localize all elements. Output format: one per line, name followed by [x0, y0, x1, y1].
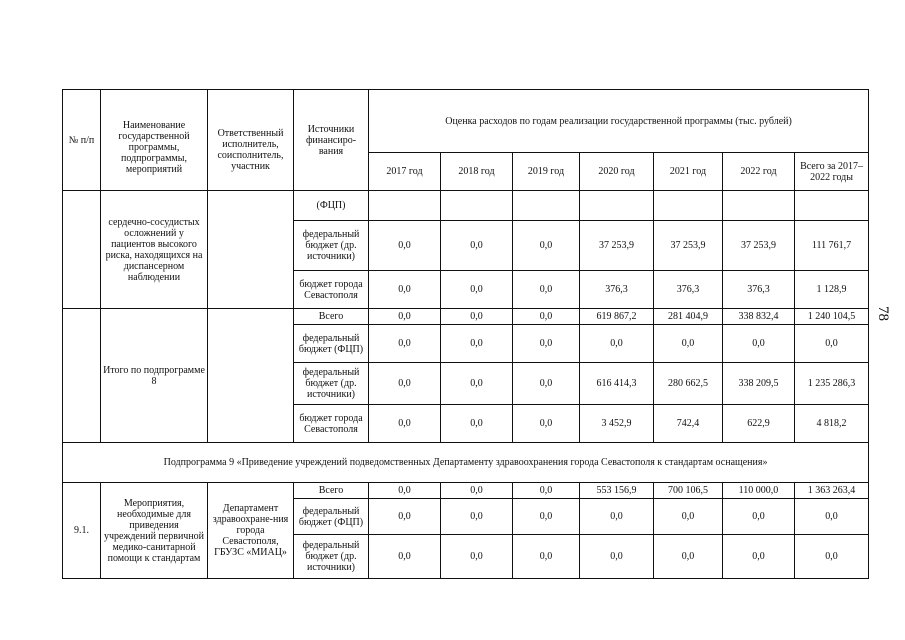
- value-cell: 0,0: [369, 221, 441, 271]
- source-cell: бюджет города Севастополя: [294, 405, 369, 443]
- value-cell: 280 662,5: [654, 363, 723, 405]
- value-cell: 0,0: [369, 499, 441, 535]
- value-cell: 0,0: [369, 363, 441, 405]
- value-cell: 553 156,9: [580, 483, 654, 499]
- table-row: [63, 191, 869, 221]
- value-cell: 0,0: [369, 405, 441, 443]
- value-cell: 0,0: [795, 325, 869, 363]
- source-cell: федеральный бюджет (др. источники): [294, 363, 369, 405]
- value-cell: 0,0: [513, 535, 580, 579]
- year-header: 2019 год: [513, 153, 580, 191]
- source-cell: Всего: [294, 309, 369, 325]
- value-cell: 1 363 263,4: [795, 483, 869, 499]
- value-cell: 0,0: [441, 535, 513, 579]
- source-cell: федеральный бюджет (ФЦП): [294, 499, 369, 535]
- value-cell: 0,0: [723, 325, 795, 363]
- value-cell: 111 761,7: [795, 221, 869, 271]
- value-cell: 619 867,2: [580, 309, 654, 325]
- measure-name: сердечно-сосудистых осложнений у пациентов высокого риска, находящихся на диспансерном наблюдении: [101, 191, 208, 309]
- budget-table: [62, 89, 869, 579]
- value-cell: 0,0: [513, 309, 580, 325]
- value-cell: 37 253,9: [654, 221, 723, 271]
- value-cell: 622,9: [723, 405, 795, 443]
- subtotal-name: Итого по подпрограмме 8: [101, 309, 208, 443]
- value-cell: 0,0: [369, 309, 441, 325]
- subprogram-row: [63, 443, 869, 483]
- value-cell: 4 818,2: [795, 405, 869, 443]
- header-responsible: Ответственный исполнитель, соисполнитель, участник: [208, 90, 294, 191]
- value-cell: 0,0: [369, 325, 441, 363]
- value-cell: 0,0: [441, 325, 513, 363]
- value-cell: 0,0: [441, 483, 513, 499]
- value-cell: 616 414,3: [580, 363, 654, 405]
- value-cell: 0,0: [513, 499, 580, 535]
- header-sources: Источники финансиро-вания: [294, 90, 369, 191]
- responsible-cell: Департамент здравоохране-ния города Севастополя, ГБУЗС «МИАЦ»: [208, 483, 294, 579]
- page-number: 78: [875, 306, 891, 321]
- year-header: 2017 год: [369, 153, 441, 191]
- value-cell: 376,3: [654, 271, 723, 309]
- value-cell: 1 128,9: [795, 271, 869, 309]
- table-row: [63, 309, 869, 325]
- value-cell: 110 000,0: [723, 483, 795, 499]
- value-cell: 1 240 104,5: [795, 309, 869, 325]
- value-cell: 0,0: [580, 325, 654, 363]
- value-cell: 338 209,5: [723, 363, 795, 405]
- value-cell: 0,0: [441, 221, 513, 271]
- header-row: [63, 90, 869, 153]
- source-cell: (ФЦП): [294, 191, 369, 221]
- value-cell: 376,3: [723, 271, 795, 309]
- year-header-total: Всего за 2017–2022 годы: [795, 153, 869, 191]
- value-cell: 37 253,9: [580, 221, 654, 271]
- value-cell: 0,0: [580, 535, 654, 579]
- value-cell: 37 253,9: [723, 221, 795, 271]
- year-header: 2021 год: [654, 153, 723, 191]
- value-cell: 0,0: [441, 499, 513, 535]
- value-cell: 338 832,4: [723, 309, 795, 325]
- value-cell: 1 235 286,3: [795, 363, 869, 405]
- source-cell: Всего: [294, 483, 369, 499]
- source-cell: федеральный бюджет (др. источники): [294, 221, 369, 271]
- subprogram-title: Подпрограмма 9 «Приведение учреждений подведомственных Департаменту здравоохранения города Севастополя к стандартам оснащения»: [63, 443, 869, 483]
- value-cell: 0,0: [513, 221, 580, 271]
- source-cell: федеральный бюджет (ФЦП): [294, 325, 369, 363]
- value-cell: 0,0: [513, 363, 580, 405]
- value-cell: 0,0: [723, 535, 795, 579]
- source-cell: федеральный бюджет (др. источники): [294, 535, 369, 579]
- value-cell: 0,0: [654, 535, 723, 579]
- header-estimate: Оценка расходов по годам реализации государственной программы (тыс. рублей): [369, 90, 869, 153]
- value-cell: 0,0: [513, 271, 580, 309]
- source-cell: бюджет города Севастополя: [294, 271, 369, 309]
- value-cell: 0,0: [513, 405, 580, 443]
- row-number: 9.1.: [63, 483, 101, 579]
- year-header: 2020 год: [580, 153, 654, 191]
- value-cell: 0,0: [441, 271, 513, 309]
- value-cell: 0,0: [369, 535, 441, 579]
- value-cell: 0,0: [369, 483, 441, 499]
- year-header: 2018 год: [441, 153, 513, 191]
- value-cell: 0,0: [654, 499, 723, 535]
- value-cell: 0,0: [441, 363, 513, 405]
- value-cell: 281 404,9: [654, 309, 723, 325]
- table-row: [63, 483, 869, 499]
- value-cell: 0,0: [795, 535, 869, 579]
- value-cell: 376,3: [580, 271, 654, 309]
- value-cell: 0,0: [654, 325, 723, 363]
- year-header: 2022 год: [723, 153, 795, 191]
- value-cell: 3 452,9: [580, 405, 654, 443]
- value-cell: 0,0: [513, 483, 580, 499]
- header-num: № п/п: [63, 90, 101, 191]
- header-name: Наименование государственной программы, подпрограммы, мероприятий: [101, 90, 208, 191]
- value-cell: 700 106,5: [654, 483, 723, 499]
- measure-name: Мероприятия, необходимые для приведения учреждений первичной медико-санитарной помощи к стандартам: [101, 483, 208, 579]
- value-cell: 0,0: [513, 325, 580, 363]
- value-cell: 0,0: [580, 499, 654, 535]
- value-cell: 0,0: [441, 405, 513, 443]
- value-cell: 0,0: [723, 499, 795, 535]
- value-cell: 0,0: [441, 309, 513, 325]
- value-cell: 742,4: [654, 405, 723, 443]
- value-cell: 0,0: [795, 499, 869, 535]
- value-cell: 0,0: [369, 271, 441, 309]
